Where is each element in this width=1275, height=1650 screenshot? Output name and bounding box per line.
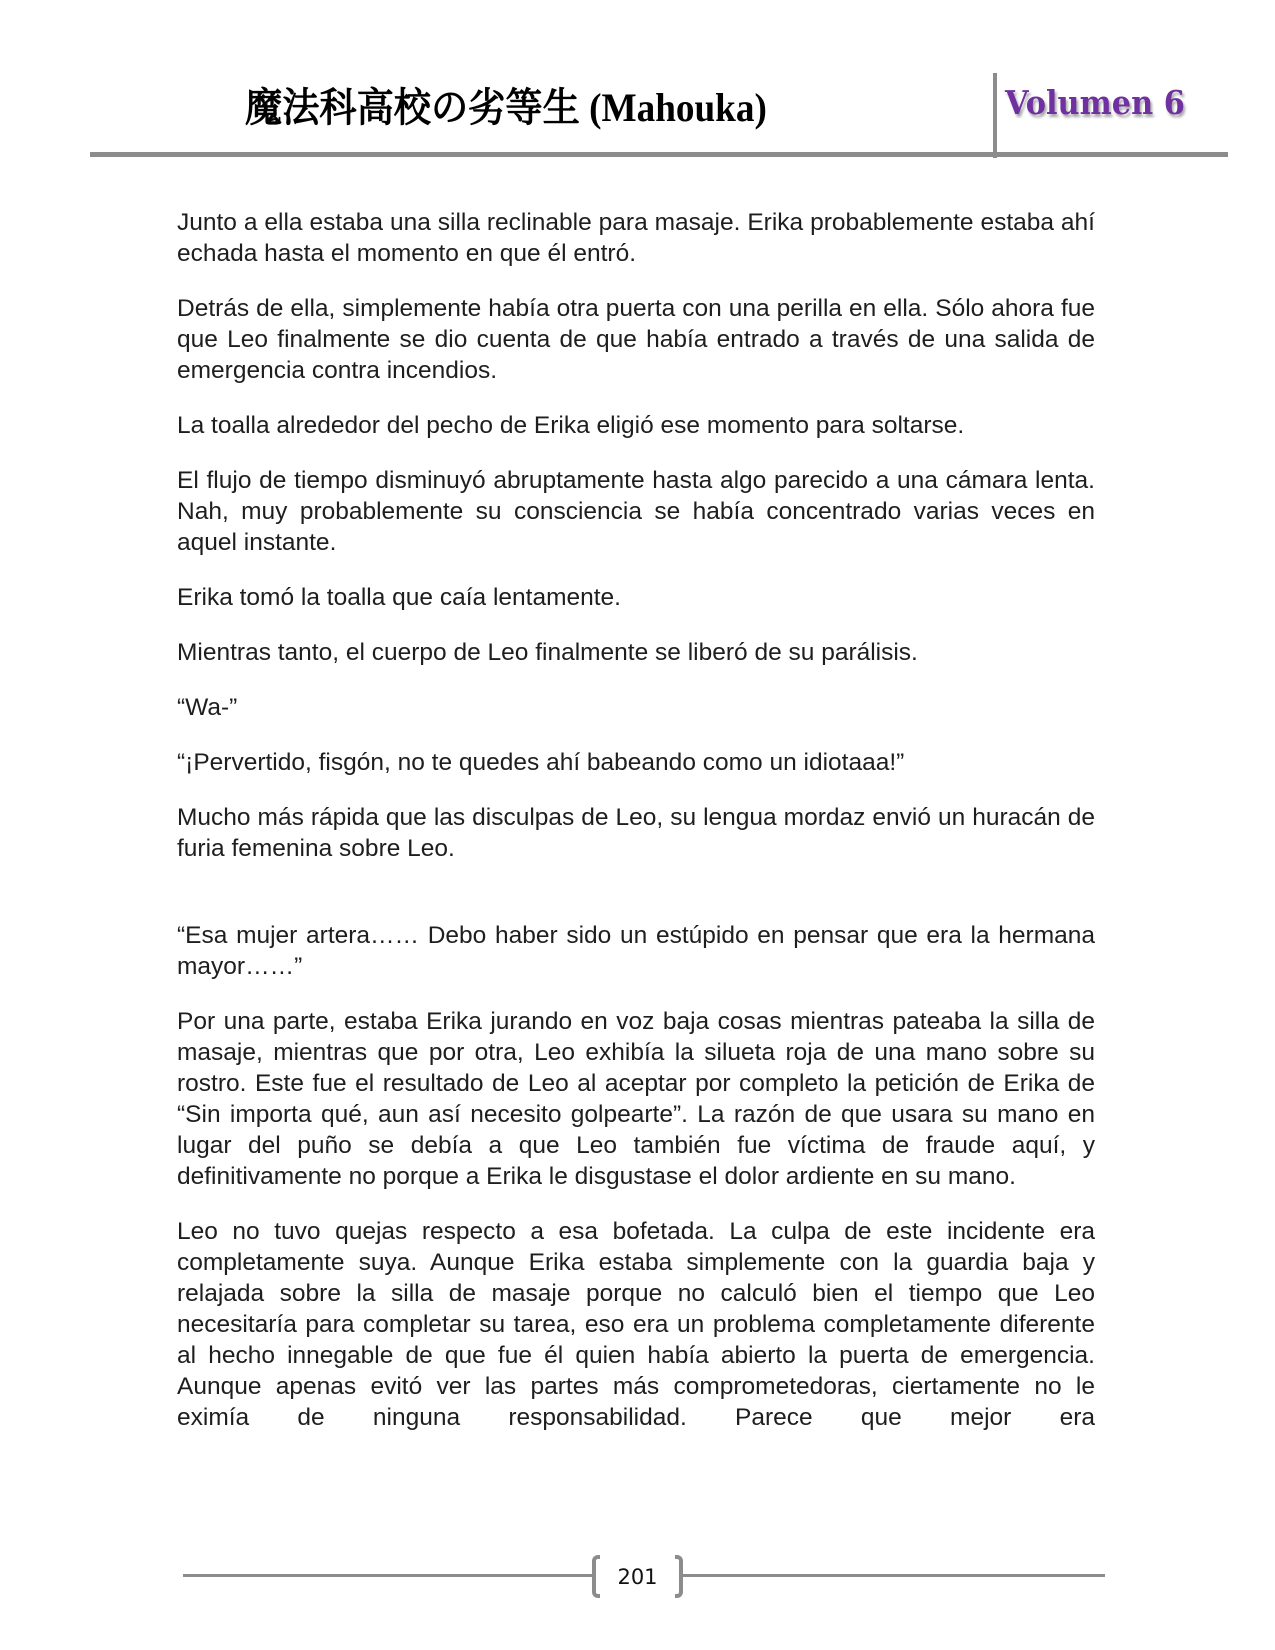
- left-bracket-ornament: [592, 1555, 600, 1598]
- volume-label: Volumen 6: [1005, 83, 1185, 122]
- page-body: [177, 207, 1095, 1433]
- footer-rule-right: [683, 1574, 1105, 1577]
- dialogue-line: “Esa mujer artera…… Debo haber sido un estúpido en pensar que era la hermana mayor……”: [177, 922, 1095, 980]
- paragraph: La toalla alrededor del pecho de Erika eligió ese momento para soltarse.: [177, 412, 965, 439]
- paragraph: Leo no tuvo quejas respecto a esa bofetada. La culpa de este incidente era completamente suya. Aunque Erika estaba simplemente con la guardia baja y relajada sobre la silla de masaje porque no calculó bien el tiempo que Leo necesitaría para completar su tarea, eso era un problema completamente diferente al hecho innegable de que fue él quien había abierto la puerta de emergencia. Aunque apenas evitó ver las partes más comprometedoras, ciertamente no le eximía de ninguna responsabilidad. Parece que mejor era: [177, 1218, 1095, 1431]
- paragraph: Mucho más rápida que las disculpas de Leo, su lengua mordaz envió un huracán de furia femenina sobre Leo.: [177, 804, 1095, 862]
- paragraph: Erika tomó la toalla que caía lentamente.: [177, 584, 621, 611]
- paragraph: Junto a ella estaba una silla reclinable para masaje. Erika probablemente estaba ahí echada hasta el momento en que él entró.: [177, 209, 1095, 267]
- page-number: 201: [617, 1565, 658, 1589]
- header-rule: [90, 152, 1228, 157]
- book-title: 魔法科高校の劣等生 (Mahouka): [245, 85, 767, 130]
- header-divider: [993, 73, 997, 158]
- footer-rule-left: [183, 1574, 593, 1577]
- paragraph: Por una parte, estaba Erika jurando en voz baja cosas mientras pateaba la silla de masaje, mientras que por otra, Leo exhibía la silueta roja de una mano sobre su rostro. Este fue el resultado de Leo al aceptar por completo la petición de Erika de “Sin importa qué, aun así necesito golpearte”. La razón de que usara su mano en lugar del puño se debía a que Leo también fue víctima de fraude aquí, y definitivamente no porque a Erika le disgustase el dolor ardiente en su mano.: [177, 1008, 1095, 1190]
- paragraph: Detrás de ella, simplemente había otra puerta con una perilla en ella. Sólo ahora fue que Leo finalmente se dio cuenta de que había entrado a través de una salida de emergencia contra incendios.: [177, 295, 1095, 384]
- paragraph: El flujo de tiempo disminuyó abruptamente hasta algo parecido a una cámara lenta. Nah, muy probablemente su consciencia se había concentrado varias veces en aquel instante.: [177, 467, 1095, 556]
- paragraph: Mientras tanto, el cuerpo de Leo finalmente se liberó de su parálisis.: [177, 639, 918, 666]
- dialogue-line: “Wa-”: [177, 694, 238, 721]
- right-bracket-ornament: [675, 1555, 683, 1598]
- dialogue-line: “¡Pervertido, fisgón, no te quedes ahí babeando como un idiotaaa!”: [177, 749, 905, 776]
